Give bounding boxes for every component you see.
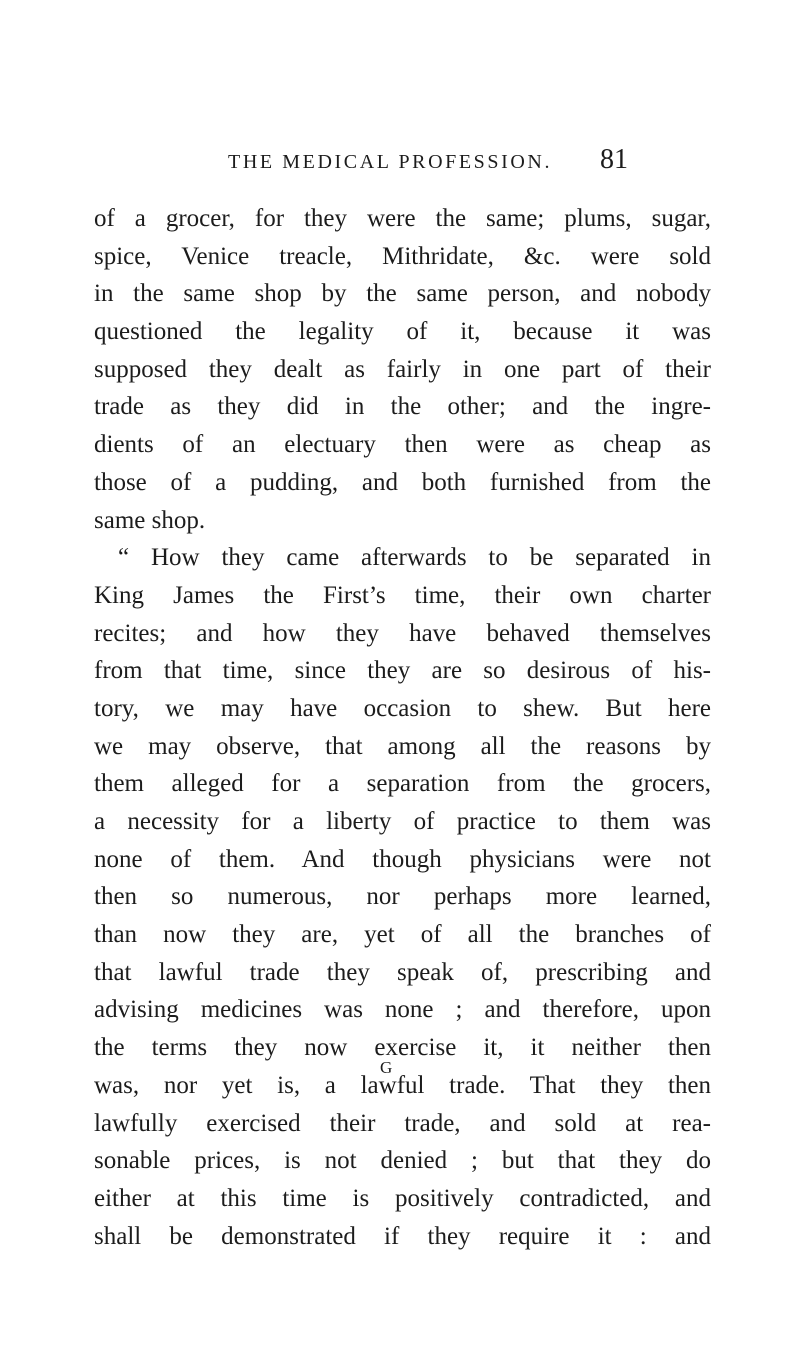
text-line: either at this time is positively contradicted, and	[94, 1184, 711, 1212]
text-line: a necessity for a liberty of practice to them was	[94, 808, 711, 835]
text-line: them alleged for a separation from the grocers,	[94, 770, 711, 798]
text-line: from that time, since they are so desirous of his-	[94, 657, 711, 685]
text-line: advising medicines was none ; and therefore, upon	[94, 996, 711, 1024]
text-line: that lawful trade they speak of, prescribing and	[94, 958, 711, 986]
running-head	[228, 151, 628, 185]
text-line: “ How they came afterwards to be separated in	[118, 544, 711, 572]
text-line: spice, Venice treacle, Mithridate, &c. were sold	[94, 242, 711, 270]
text-line: King James the First’s time, their own charter	[94, 581, 711, 609]
signature-mark: G	[380, 1058, 393, 1077]
text-line: we may observe, that among all the reasons by	[94, 732, 711, 760]
text-line: questioned the legality of it, because it was	[94, 318, 711, 346]
text-line: supposed they dealt as fairly in one part of their	[94, 355, 711, 383]
text-line: than now they are, yet of all the branches of	[94, 921, 711, 949]
text-line: was, nor yet is, a lawful trade. That they then	[94, 1071, 711, 1099]
text-line: then so numerous, nor perhaps more learned,	[94, 883, 711, 911]
page-number: 81	[600, 144, 628, 175]
text-line: sonable prices, is not denied ; but that they do	[94, 1147, 711, 1175]
text-line: dients of an electuary then were as cheap as	[94, 431, 711, 459]
text-line: shall be demonstrated if they require it : and	[94, 1222, 711, 1250]
text-line: tory, we may have occasion to shew. But here	[94, 694, 711, 722]
text-line: of a grocer, for they were the same; plums, sugar,	[94, 205, 711, 232]
text-line: the terms they now exercise it, it neither then	[94, 1034, 711, 1062]
text-line: lawfully exercised their trade, and sold at rea-	[94, 1109, 711, 1137]
text-line: in the same shop by the same person, and nobody	[94, 280, 711, 308]
text-line: trade as they did in the other; and the ingre-	[94, 393, 711, 421]
text-line: none of them. And though physicians were not	[94, 845, 711, 873]
text-line: those of a pudding, and both furnished from the	[94, 468, 711, 496]
text-line: recites; and how they have behaved themselves	[94, 619, 711, 647]
running-title: THE MEDICAL PROFESSION.	[228, 151, 553, 173]
body-text	[94, 200, 711, 1255]
text-line: same shop.	[94, 506, 206, 534]
